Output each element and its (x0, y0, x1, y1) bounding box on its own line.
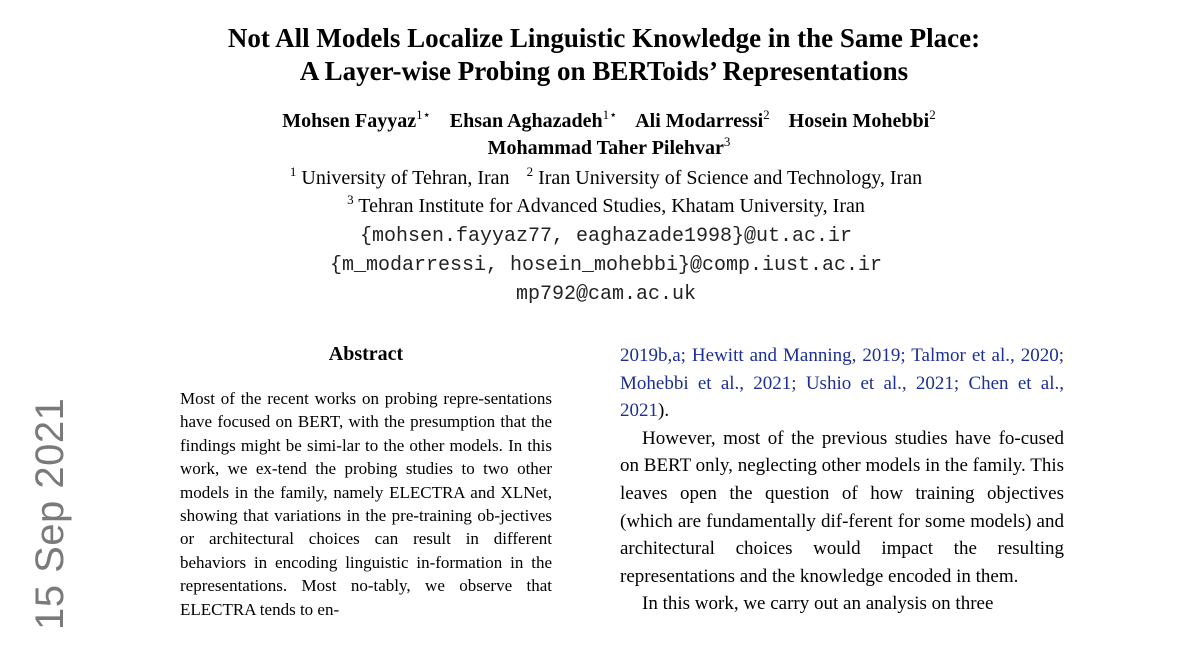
affiliation: $^2$ Iran University of Science and Technology, Iran (526, 164, 923, 189)
email-line[interactable]: {mohsen.fayyaz77, eaghazade1998}@ut.ac.ir (359, 225, 853, 248)
email-line[interactable]: {m_modarressi, hosein_mohebbi}@comp.iust.ac.ir (329, 254, 883, 277)
author: Hosein Mohebbi$^2$ (788, 107, 936, 132)
email-line[interactable]: mp792@cam.ac.uk (515, 283, 697, 306)
title-line-1: Not All Models Localize Linguistic Knowledge in the Same Place: (227, 23, 981, 53)
intro-paragraph: However, most of the previous studies have fo-cused on BERT only, neglecting other models in the family. This leaves open the question of how training objectives (which are fundamentally dif-ferent for some models) and architectural choices would impact the resulting representations and the knowledge encoded in them. (620, 427, 1064, 587)
author-list (0, 108, 1200, 162)
author: Mohsen Fayyaz$^{1⋆}$ (282, 107, 431, 132)
author: Ali Modarressi$^2$ (635, 107, 770, 132)
citation-links[interactable]: 2019b,a; Hewitt and Manning, 2019; Talmor et al., 2020; Mohebbi et al., 2021; Ushio et al., 2021; Chen et al., 2021 (620, 345, 1064, 422)
author: Ehsan Aghazadeh$^{1⋆}$ (449, 107, 618, 132)
affiliation: $^3$ Tehran Institute for Advanced Studies, Khatam University, Iran (347, 192, 865, 217)
title-line-2: A Layer-wise Probing on BERToids’ Representations (299, 56, 909, 86)
intro-citations: 2019b,a; Hewitt and Manning, 2019; Talmor et al., 2020; Mohebbi et al., 2021; Ushio et al., 2021; Chen et al., 2021). (620, 345, 1064, 422)
intro-column (620, 342, 1064, 618)
affiliation: $^1$ University of Tehran, Iran (289, 164, 510, 189)
email-addresses (0, 222, 1200, 309)
intro-paragraph: In this work, we carry out an analysis on three (642, 593, 994, 615)
paper-title (0, 22, 1200, 88)
abstract-heading: Abstract (328, 343, 404, 365)
abstract-text: Most of the recent works on probing repre-sentations have focused on BERT, with the presumption that the findings might be simi-lar to the other models. In this work, we ex-tend the probing studies to two other models in the family, namely ELECTRA and XLNet, showing that variations in the pre-training ob-jectives or architectural choices can result in different behaviors in encoding linguistic in-formation in the representations. Most no-tably, we observe that ELECTRA tends to en- (180, 389, 552, 619)
arxiv-date-stamp: 15 Sep 2021 (28, 397, 72, 630)
author: Mohammad Taher Pilehvar$^3$ (487, 134, 731, 159)
affiliations (0, 164, 1200, 220)
